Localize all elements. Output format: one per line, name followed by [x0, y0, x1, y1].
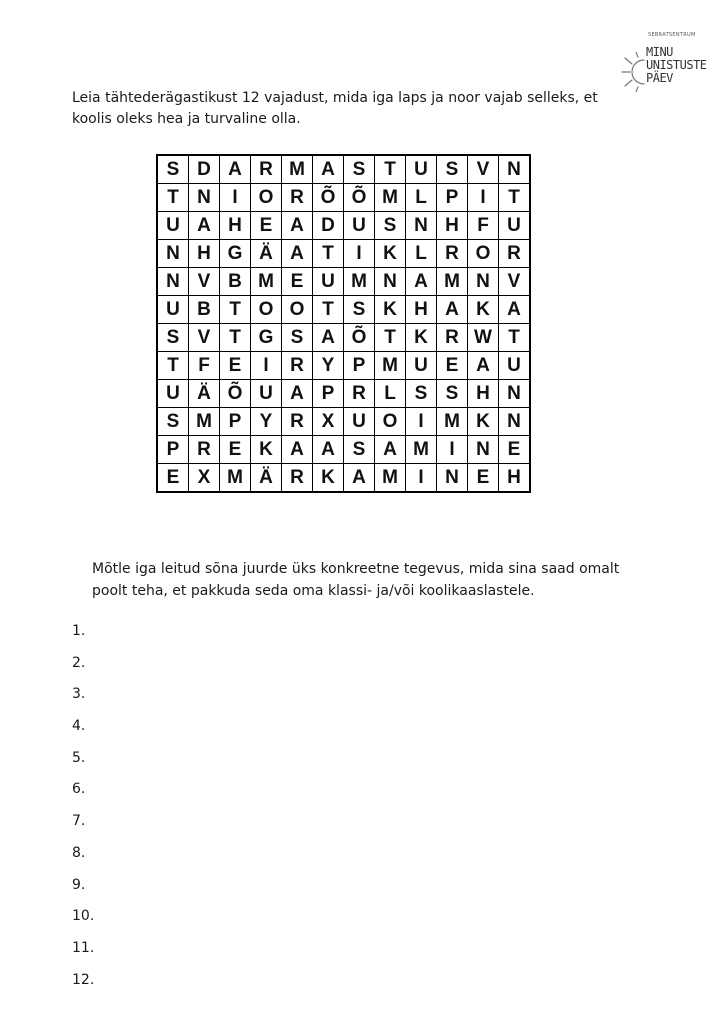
grid-cell: U: [499, 352, 531, 380]
grid-cell: S: [437, 380, 468, 408]
grid-cell: N: [406, 212, 437, 240]
grid-cell: P: [157, 436, 189, 464]
grid-row: [157, 240, 530, 268]
answer-line: 3.: [72, 686, 86, 703]
grid-cell: M: [282, 155, 313, 184]
grid-cell: M: [375, 352, 406, 380]
answer-line: 9.: [72, 876, 86, 893]
grid-cell: M: [375, 184, 406, 212]
grid-cell: S: [282, 324, 313, 352]
grid-cell: F: [189, 352, 220, 380]
grid-cell: V: [499, 268, 531, 296]
grid-cell: I: [251, 352, 282, 380]
grid-cell: E: [437, 352, 468, 380]
grid-cell: T: [499, 184, 531, 212]
grid-cell: A: [406, 268, 437, 296]
grid-cell: S: [344, 436, 375, 464]
grid-cell: T: [220, 324, 251, 352]
grid-cell: I: [220, 184, 251, 212]
grid-cell: Ä: [251, 240, 282, 268]
grid-cell: B: [220, 268, 251, 296]
grid-cell: D: [189, 155, 220, 184]
grid-cell: S: [375, 212, 406, 240]
answer-line: 12.: [72, 971, 95, 988]
grid-cell: A: [220, 155, 251, 184]
grid-cell: I: [406, 408, 437, 436]
grid-row: [157, 296, 530, 324]
grid-row: [157, 212, 530, 240]
grid-cell: Õ: [220, 380, 251, 408]
grid-cell: A: [468, 352, 499, 380]
grid-cell: A: [499, 296, 531, 324]
grid-cell: R: [344, 380, 375, 408]
grid-cell: Ä: [189, 380, 220, 408]
grid-cell: I: [468, 184, 499, 212]
answer-line: 2.: [72, 654, 86, 671]
grid-cell: P: [313, 380, 344, 408]
grid-cell: T: [313, 296, 344, 324]
logo-small-text: SEBRATSENTRUM: [648, 32, 696, 38]
grid-cell: N: [499, 155, 531, 184]
grid-cell: S: [437, 155, 468, 184]
grid-cell: S: [157, 155, 189, 184]
grid-cell: A: [282, 380, 313, 408]
grid-cell: R: [437, 324, 468, 352]
grid-cell: S: [344, 296, 375, 324]
answer-line: 6.: [72, 781, 86, 798]
grid-cell: T: [499, 324, 531, 352]
grid-cell: M: [406, 436, 437, 464]
grid-cell: H: [406, 296, 437, 324]
logo-line: UNISTUSTE: [646, 58, 707, 72]
grid-cell: K: [406, 324, 437, 352]
grid-cell: M: [220, 464, 251, 493]
grid-cell: R: [189, 436, 220, 464]
grid-cell: A: [282, 436, 313, 464]
grid-cell: Õ: [344, 324, 375, 352]
grid-cell: H: [437, 212, 468, 240]
grid-cell: N: [157, 268, 189, 296]
grid-cell: N: [157, 240, 189, 268]
grid-cell: S: [406, 380, 437, 408]
grid-cell: O: [251, 296, 282, 324]
answer-list: [72, 620, 94, 1000]
grid-cell: A: [375, 436, 406, 464]
sun-icon: [616, 52, 646, 92]
grid-cell: T: [157, 184, 189, 212]
answer-line: 1.: [72, 623, 86, 639]
grid-row: [157, 268, 530, 296]
logo-line: MINU: [646, 45, 673, 59]
grid-cell: E: [220, 436, 251, 464]
grid-cell: A: [313, 155, 344, 184]
grid-cell: L: [406, 240, 437, 268]
grid-row: [157, 436, 530, 464]
grid-cell: A: [189, 212, 220, 240]
grid-cell: P: [344, 352, 375, 380]
grid-cell: U: [344, 408, 375, 436]
grid-cell: N: [375, 268, 406, 296]
grid-cell: T: [313, 240, 344, 268]
grid-row: [157, 184, 530, 212]
grid-cell: G: [251, 324, 282, 352]
logo-title: [646, 45, 707, 85]
grid-cell: N: [468, 436, 499, 464]
answer-line: 7.: [72, 813, 86, 830]
grid-cell: I: [437, 436, 468, 464]
grid-cell: T: [375, 155, 406, 184]
grid-cell: P: [437, 184, 468, 212]
grid-cell: N: [499, 380, 531, 408]
grid-cell: X: [313, 408, 344, 436]
grid-cell: T: [157, 352, 189, 380]
grid-cell: V: [189, 324, 220, 352]
grid-cell: A: [282, 240, 313, 268]
grid-cell: Y: [251, 408, 282, 436]
grid-cell: K: [468, 296, 499, 324]
grid-cell: G: [220, 240, 251, 268]
grid-cell: R: [282, 184, 313, 212]
grid-cell: N: [499, 408, 531, 436]
grid-cell: R: [437, 240, 468, 268]
grid-cell: H: [189, 240, 220, 268]
grid-cell: E: [282, 268, 313, 296]
grid-cell: Õ: [344, 184, 375, 212]
answer-line: 10.: [72, 908, 95, 925]
grid-cell: E: [499, 436, 531, 464]
grid-cell: D: [313, 212, 344, 240]
grid-cell: K: [375, 296, 406, 324]
grid-cell: H: [499, 464, 531, 493]
grid-cell: F: [468, 212, 499, 240]
answer-line: 5.: [72, 749, 86, 766]
grid-cell: K: [313, 464, 344, 493]
grid-row: [157, 408, 530, 436]
grid-cell: U: [313, 268, 344, 296]
grid-cell: A: [437, 296, 468, 324]
grid-row: [157, 155, 530, 184]
grid-row: [157, 380, 530, 408]
grid-cell: L: [406, 184, 437, 212]
grid-cell: E: [468, 464, 499, 493]
grid-cell: I: [344, 240, 375, 268]
grid-cell: M: [437, 268, 468, 296]
grid-cell: R: [499, 240, 531, 268]
grid-cell: M: [437, 408, 468, 436]
grid-cell: S: [157, 324, 189, 352]
grid-cell: M: [251, 268, 282, 296]
grid-cell: K: [375, 240, 406, 268]
word-search-grid: [156, 154, 531, 493]
grid-cell: R: [251, 155, 282, 184]
grid-cell: B: [189, 296, 220, 324]
grid-row: [157, 352, 530, 380]
grid-cell: U: [406, 155, 437, 184]
grid-cell: S: [344, 155, 375, 184]
grid-cell: A: [282, 212, 313, 240]
grid-cell: I: [406, 464, 437, 493]
grid-cell: Y: [313, 352, 344, 380]
grid-cell: S: [157, 408, 189, 436]
logo-line: PÄEV: [646, 71, 673, 85]
grid-cell: E: [251, 212, 282, 240]
grid-cell: V: [189, 268, 220, 296]
grid-cell: U: [251, 380, 282, 408]
intro-text: Leia tähtederägastikust 12 vajadust, mida iga laps ja noor vajab selleks, et koolis oleks hea ja turvaline olla.: [72, 90, 598, 127]
grid-cell: U: [344, 212, 375, 240]
grid-cell: N: [437, 464, 468, 493]
grid-cell: U: [499, 212, 531, 240]
grid-cell: U: [157, 296, 189, 324]
answer-line: 11.: [72, 939, 95, 956]
logo: [612, 30, 707, 110]
grid-cell: R: [282, 464, 313, 493]
grid-cell: L: [375, 380, 406, 408]
grid-cell: Ä: [251, 464, 282, 493]
grid-cell: U: [157, 212, 189, 240]
grid-cell: H: [468, 380, 499, 408]
grid-cell: A: [313, 324, 344, 352]
answer-line: 8.: [72, 844, 86, 861]
grid-cell: E: [157, 464, 189, 493]
grid-cell: R: [282, 352, 313, 380]
grid-cell: M: [375, 464, 406, 493]
grid-cell: Õ: [313, 184, 344, 212]
grid-cell: E: [220, 352, 251, 380]
grid-cell: V: [468, 155, 499, 184]
grid-cell: N: [189, 184, 220, 212]
grid-cell: O: [282, 296, 313, 324]
grid-cell: P: [220, 408, 251, 436]
grid-row: [157, 464, 530, 493]
grid-cell: U: [157, 380, 189, 408]
grid-cell: U: [406, 352, 437, 380]
instruction-text: Mõtle iga leitud sõna juurde üks konkreetne tegevus, mida sina saad omalt poolt teha, et pakkuda seda oma klassi- ja/või koolikaaslastele.: [92, 561, 620, 599]
grid-cell: A: [313, 436, 344, 464]
grid-cell: H: [220, 212, 251, 240]
grid-cell: O: [468, 240, 499, 268]
grid-cell: T: [375, 324, 406, 352]
grid-cell: A: [344, 464, 375, 493]
grid-cell: X: [189, 464, 220, 493]
grid-cell: W: [468, 324, 499, 352]
grid-cell: O: [375, 408, 406, 436]
grid-row: [157, 324, 530, 352]
grid-cell: T: [220, 296, 251, 324]
answer-line: 4.: [72, 718, 86, 735]
grid-cell: R: [282, 408, 313, 436]
grid-cell: K: [468, 408, 499, 436]
grid-cell: N: [468, 268, 499, 296]
grid-cell: K: [251, 436, 282, 464]
grid-cell: O: [251, 184, 282, 212]
grid-cell: M: [344, 268, 375, 296]
grid-cell: M: [189, 408, 220, 436]
